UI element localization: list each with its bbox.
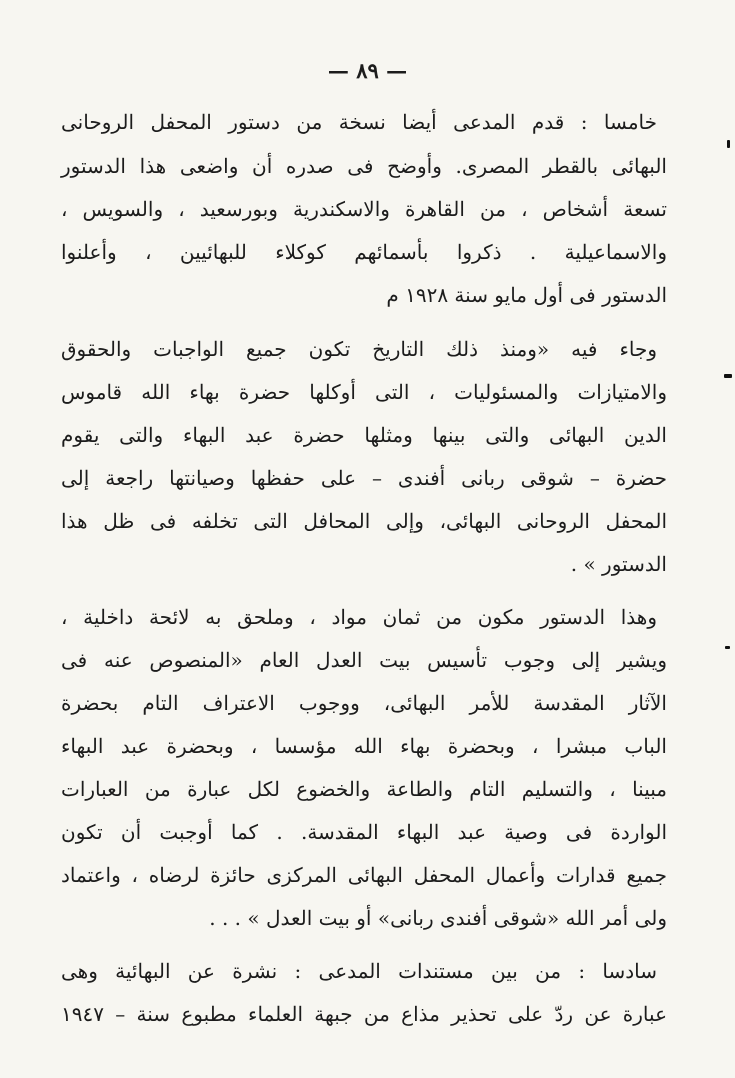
paragraph-1-line-4: والاسماعيلية . ذكروا بأسمائهم كوكلاء للبهائيين ، وأعلنوا <box>61 240 667 264</box>
scan-mark <box>725 646 730 649</box>
paragraph-3-line-4: الباب مبشرا ، وبحضرة بهاء الله مؤسسا ، وبحضرة عبد البهاء <box>61 734 667 758</box>
paragraph-2-line-5: المحفل الروحانى البهائى، وإلى المحافل التى تخلفه فى ظل هذا <box>61 509 667 533</box>
paragraph-4-line-2: عبارة عن ردّ على تحذير مذاع من جبهة العلماء مطبوع سنة – ١٩٤٧ <box>61 1002 667 1026</box>
scan-mark <box>727 140 730 148</box>
scan-mark <box>724 374 732 378</box>
paragraph-2-line-6: الدستور » . <box>570 552 667 576</box>
paragraph-2-line-4: حضرة – شوقى ربانى أفندى – على حفظها وصيانتها راجعة إلى <box>61 466 667 490</box>
paragraph-2-line-3: الدين البهائى والتى بينها ومثلها حضرة عبد البهاء والتى يقوم <box>61 423 667 447</box>
paragraph-3-line-1: وهذا الدستور مكون من ثمان مواد ، وملحق به لائحة داخلية ، <box>61 605 657 629</box>
paragraph-1-line-2: البهائى بالقطر المصرى. وأوضح فى صدره أن واضعى هذا الدستور <box>61 154 667 178</box>
paragraph-2-line-1: وجاء فيه «ومنذ ذلك التاريخ تكون جميع الواجبات والحقوق <box>61 337 657 361</box>
paragraph-3-line-7: جميع قدارات وأعمال المحفل البهائى المركزى حائزة لرضاه ، واعتماد <box>61 863 667 887</box>
paragraph-1-line-5: الدستور فى أول مايو سنة ١٩٢٨ م <box>386 283 667 307</box>
paragraph-3-line-5: مبينا ، والتسليم التام والطاعة والخضوع لكل عبارة من العبارات <box>61 777 667 801</box>
page-number: — ٨٩ — <box>327 58 408 83</box>
paragraph-2-line-2: والامتيازات والمسئوليات ، التى أوكلها حضرة بهاء الله قاموس <box>61 380 667 404</box>
paragraph-3-line-2: ويشير إلى وجوب تأسيس بيت العدل العام «المنصوص عنه فى <box>61 648 667 672</box>
paragraph-4-line-1: سادسا : من بين مستندات المدعى : نشرة عن البهائية وهى <box>61 959 657 983</box>
paragraph-3-line-8: ولى أمر الله «شوقى أفندى ربانى» أو بيت العدل » . . . <box>209 906 667 930</box>
paragraph-1-line-1: خامسا : قدم المدعى أيضا نسخة من دستور المحفل الروحانى <box>61 110 657 134</box>
paragraph-1-line-3: تسعة أشخاص ، من القاهرة والاسكندرية وبورسعيد ، والسويس ، <box>61 197 667 221</box>
paragraph-3-line-6: الواردة فى وصية عبد البهاء المقدسة. . كما أوجبت أن تكون <box>61 820 667 844</box>
paragraph-3-line-3: الآثار المقدسة للأمر البهائى، ووجوب الاعتراف التام بحضرة <box>61 691 667 715</box>
